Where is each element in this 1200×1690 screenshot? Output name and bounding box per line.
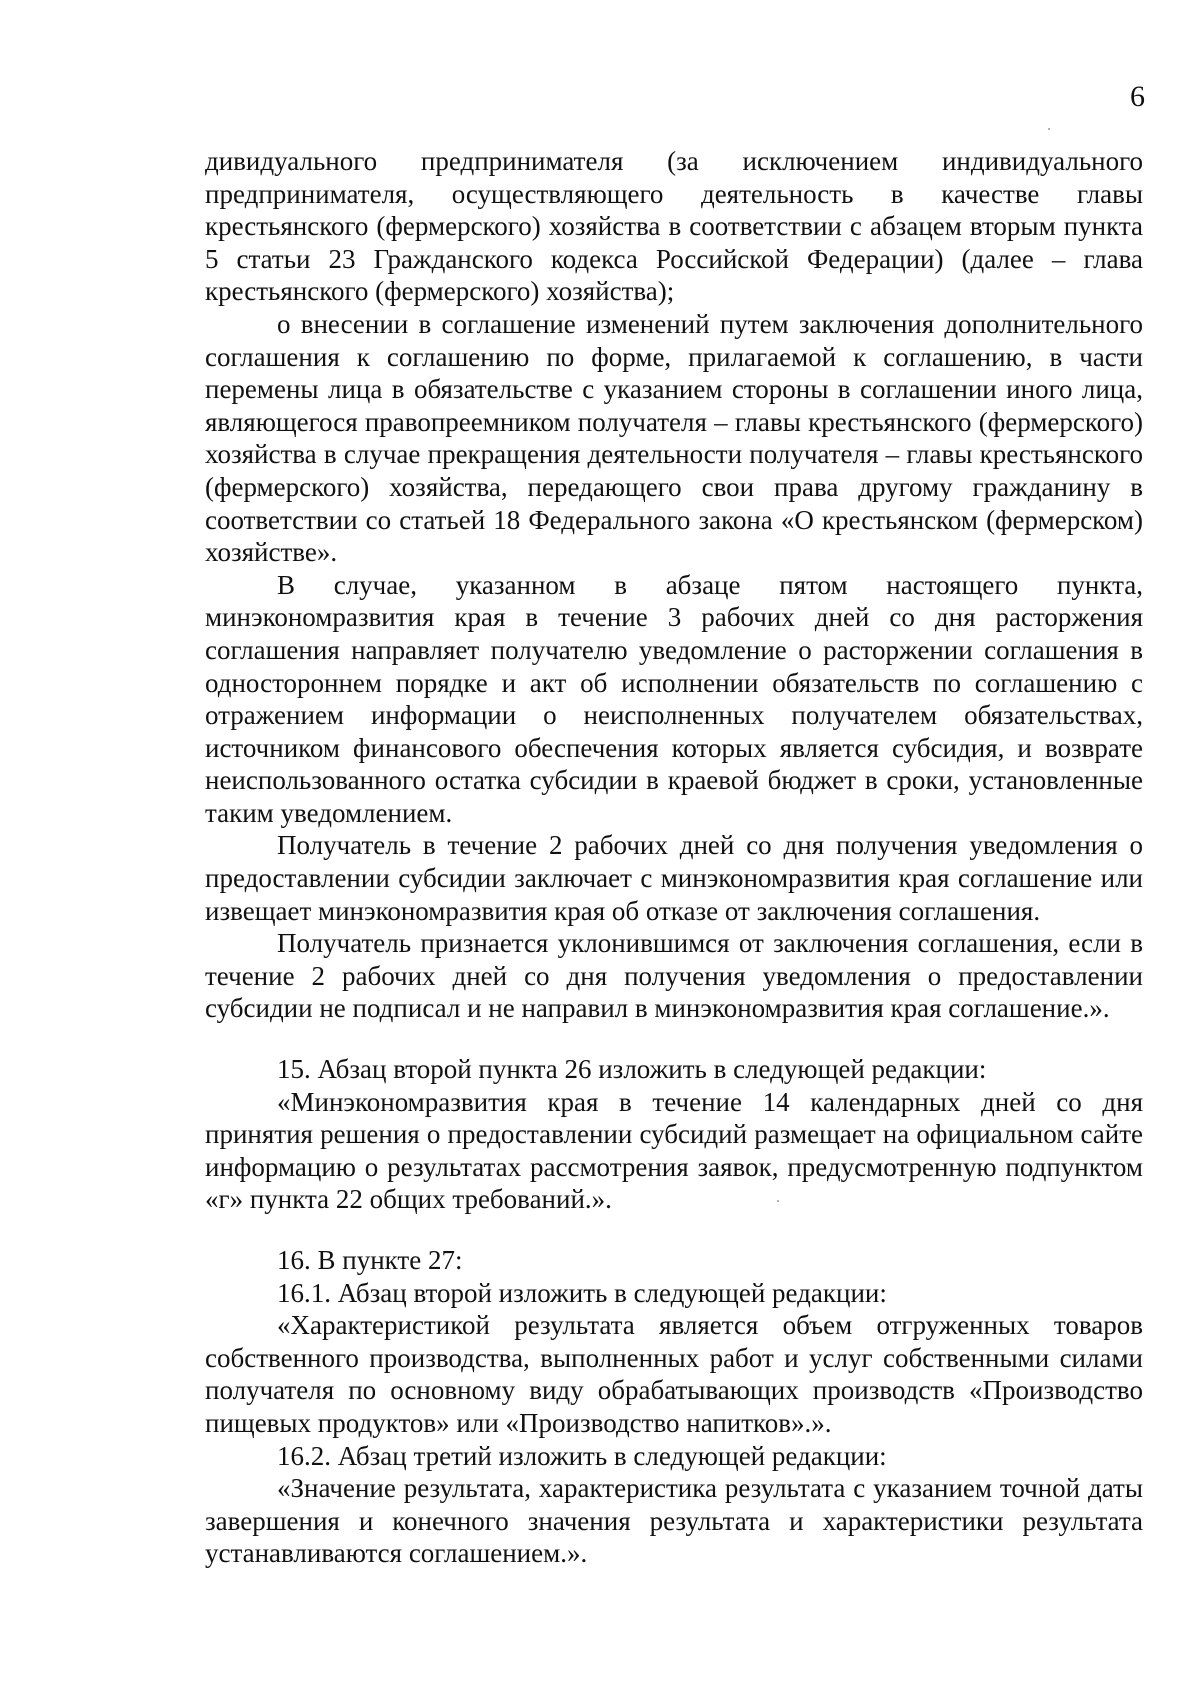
scan-speck <box>1048 128 1050 130</box>
paragraph-item-16-2: 16.2. Абзац третий изложить в следующей редакции: <box>277 1440 887 1471</box>
paragraph-recipient-evasion: Получатель признается уклонившимся от заключения соглашения, если в течение 2 рабочих дней со дня получения уведомления о предоставлении субсидии не подписал и не направил в минэкономразвития края соглашение.». <box>205 928 1143 1024</box>
page-number: 6 <box>1130 80 1145 113</box>
paragraph-item-16-2-text: «Значение результата, характеристика результата с указанием точной даты завершения и конечного значения результата и характеристики результата устанавливаются соглашением.». <box>205 1473 1143 1569</box>
paragraph-item-15: 15. Абзац второй пункта 26 изложить в следующей редакции: <box>277 1054 987 1085</box>
scan-speck <box>777 1200 779 1202</box>
paragraph-item-16: 16. В пункте 27: <box>277 1245 463 1275</box>
paragraph-recipient-agreement: Получатель в течение 2 рабочих дней со дня получения уведомления о предоставлении субсидии заключает с минэкономразвития края соглашение или извещает минэкономразвития края об отказе от заключения соглашения. <box>205 830 1143 926</box>
paragraph-continuation: дивидуального предпринимателя (за исключением индивидуального предпринимателя, осуществляющего деятельность в качестве главы крестьянского (фермерского) хозяйства в соответствии с абзацем вторым пункта 5 статьи 23 Гражданского кодекса Российской Федерации) (далее – глава крестьянского (фермерского) хозяйства); <box>205 146 1143 307</box>
paragraph-item-16-1: 16.1. Абзац второй изложить в следующей редакции: <box>277 1277 887 1308</box>
paragraph-termination-notice: В случае, указанном в абзаце пятом настоящего пункта, минэкономразвития края в течение 3 рабочих дней со дня расторжения соглашения направляет получателю уведомление о расторжении соглашения в одностороннем порядке и акт об исполнении обязательств по соглашению с отражением информации о неисполненных получателем обязательствах, источником финансового обеспечения которых является субсидия, и возврате неиспользованного остатка субсидии в краевой бюджет в сроки, установленные таким уведомлением. <box>205 569 1143 828</box>
paragraph-item-15-text: «Минэкономразвития края в течение 14 календарных дней со дня принятия решения о предоставлении субсидий размещает на официальном сайте информацию о результатах рассмотрения заявок, предусмотренную подпунктом «г» пункта 22 общих требований.». <box>205 1086 1143 1215</box>
paragraph-amendment-clause: о внесении в соглашение изменений путем заключения дополнительного соглашения к соглашению по форме, прилагаемой к соглашению, в части перемены лица в обязательстве с указанием стороны в соглашении иного лица, являющегося правопреемником получателя – главы крестьянского (фермерского) хозяйства в случае прекращения деятельности получателя – главы крестьянского (фермерского) хозяйства, передающего свои права другому гражданину в соответствии со статьей 18 Федерального закона «О крестьянском (фермерском) хозяйстве». <box>205 308 1143 568</box>
paragraph-item-16-1-text: «Характеристикой результата является объем отгруженных товаров собственного производства, выполненных работ и услуг собственными силами получателя по основному виду обрабатывающих производств «Производство пищевых продуктов» или «Производство напитков».». <box>205 1310 1143 1438</box>
document-body <box>205 145 1143 1570</box>
